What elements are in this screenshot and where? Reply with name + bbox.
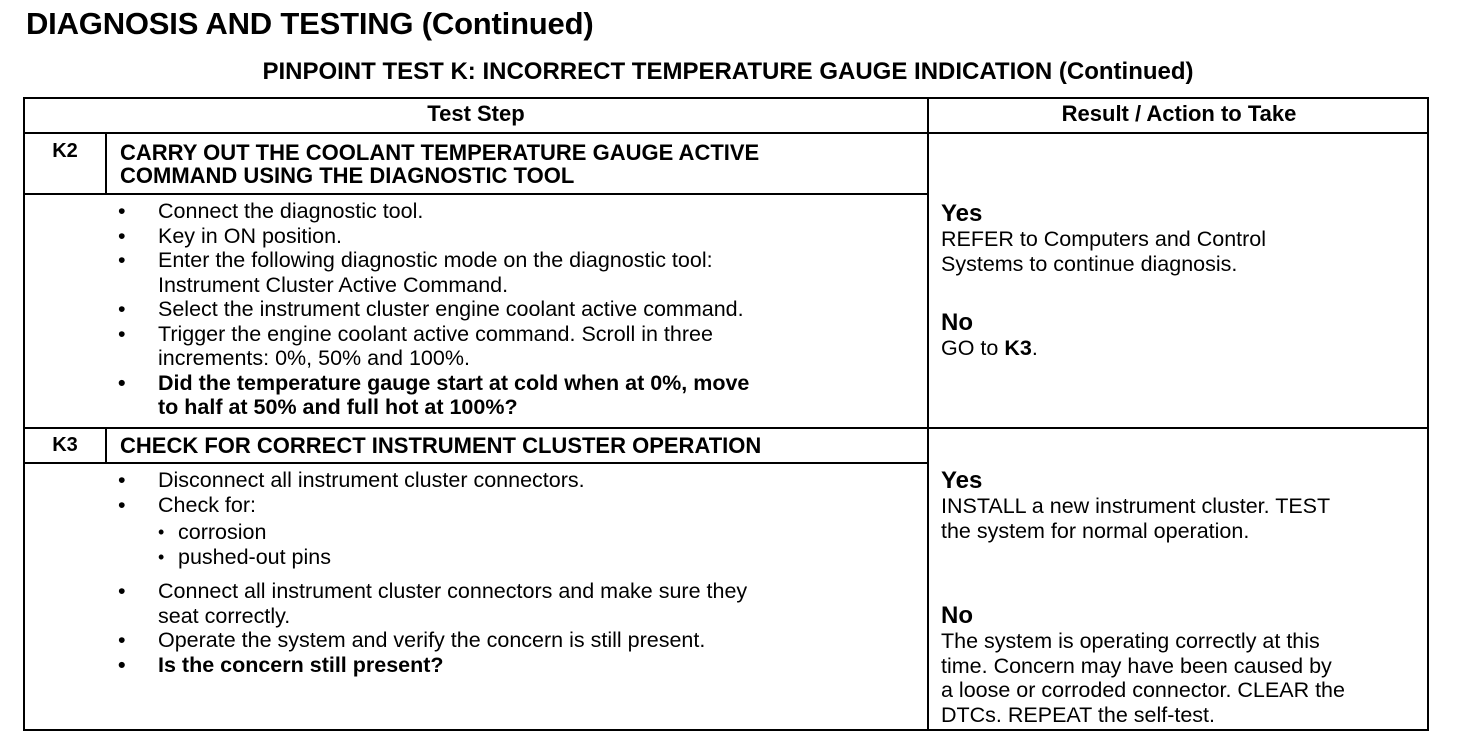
list-item: • Connect the diagnostic tool. [116,199,749,224]
list-item-continuation: Instrument Cluster Active Command. [158,272,509,297]
list-item: • Select the instrument cluster engine coolant active command. [116,297,749,322]
step-title-k2-line2: COMMAND USING THE DIAGNOSTIC TOOL [120,163,575,188]
list-item: • Key in ON position. [116,224,749,249]
yes-action: REFER to Computers and Control Systems to continue diagnosis. [941,227,1267,276]
step-id-k2: K2 [52,140,78,162]
no-action-suffix: . [1031,336,1038,360]
column-header-result-action: Result / Action to Take [1061,101,1297,126]
sub-list-item: • pushed-out pins [158,545,331,570]
yes-label: Yes [941,467,983,494]
result-k2-no [941,310,1431,361]
no-action [941,336,1431,361]
list-item: • Disconnect all instrument cluster connectors. [116,468,585,493]
step-reference-k3: K3 [1004,336,1032,360]
no-action-prefix: GO to [941,336,1005,360]
no-label: No [941,309,973,336]
yes-action: INSTALL a new instrument cluster. TEST the system for normal operation. [941,494,1331,543]
list-item: • Enter the following diagnostic mode on the diagnostic tool: [116,248,749,273]
step-k3-instructions-cont [116,579,747,677]
result-k3-no [941,603,1431,727]
result-k2-yes [941,201,1431,276]
check-for-list [158,520,331,569]
step-title-k3-line1: CHECK FOR CORRECT INSTRUMENT CLUSTER OPERATION [120,433,762,458]
list-item: • Trigger the engine coolant active command. Scroll in three [116,322,749,347]
list-item-label: Check for: [158,492,256,517]
sub-list-item: • corrosion [158,520,331,545]
yes-label: Yes [941,200,983,227]
list-item-question: • Did the temperature gauge start at cold when at 0%, move [116,371,749,396]
list-item-continuation: increments: 0%, 50% and 100%. [158,346,470,370]
step-title-k2-line1: CARRY OUT THE COOLANT TEMPERATURE GAUGE ACTIVE [120,140,760,165]
list-item: • Operate the system and verify the concern is still present. [116,628,747,653]
list-item-question: • Is the concern still present? [116,653,747,678]
k3-row-rule [23,427,1429,429]
no-action: The system is operating correctly at this time. Concern may have been caused by a loose or corroded connector. CLEAR the DTCs. REPEAT the self-test. [941,629,1345,727]
step-id-k3: K3 [52,434,78,456]
step-k2-instructions [116,199,749,420]
no-label: No [941,602,973,629]
list-item [116,493,585,518]
k2-title-rule [23,193,929,195]
step-k3-instructions [116,468,585,517]
header-rule [23,132,1429,134]
step-title-k3 [120,434,761,457]
result-k3-yes [941,468,1431,543]
pinpoint-test-title: PINPOINT TEST K: INCORRECT TEMPERATURE GAUGE INDICATION (Continued) [262,58,1194,85]
list-item-continuation: seat correctly. [158,603,291,628]
column-header-test-step: Test Step [427,101,525,126]
step-title-k2 [120,141,759,187]
k3-title-rule [23,462,929,464]
page-header: DIAGNOSIS AND TESTING (Continued) [26,6,594,41]
list-item: • Connect all instrument cluster connectors and make sure they [116,579,747,604]
list-item-continuation: to half at 50% and full hot at 100%? [158,395,518,419]
